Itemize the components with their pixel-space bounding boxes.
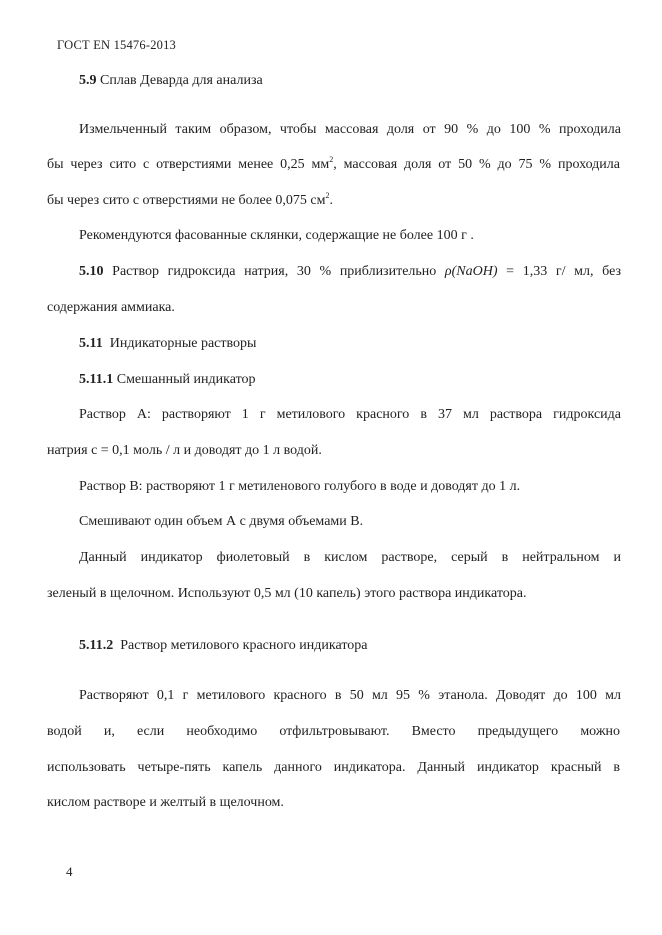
paragraph-line: бы через сито с отверстиями менее 0,25 $мм^2$, массовая доля от 50 % до 75 % проходила [47, 155, 620, 172]
paragraph-line: натрия с = 0,1 моль / л и доводят до 1 л водой. [47, 443, 322, 458]
document-header: ГОСТ EN 15476-2013 [57, 38, 176, 52]
formula: ρ(NaOH) [444, 264, 498, 279]
section-title: Сплав Деварда для анализа [100, 73, 263, 88]
paragraph-line: водой и, если необходимо отфильтровывают. Вместо предыдущего можно [47, 724, 620, 739]
paragraph-line: Данный индикатор фиолетовый в кислом растворе, серый в нейтральном и [79, 550, 621, 565]
paragraph-solution-b: Раствор В: растворяют 1 г метиленового голубого в воде и доводят до 1 л. [79, 479, 521, 494]
paragraph-line: кислом растворе и желтый в щелочном. [47, 795, 284, 810]
section-title: Смешанный индикатор [116, 372, 256, 387]
section-title: Индикаторные растворы [109, 336, 257, 351]
section-5-11-heading [79, 336, 256, 352]
page-number: 4 [66, 864, 73, 879]
section-5-11-1-heading [79, 372, 256, 388]
paragraph-line: Растворяют 0,1 г метилового красного в 50 мл 95 % этанола. Доводят до 100 мл [79, 688, 621, 703]
section-5-11-2-heading [79, 638, 367, 654]
paragraph-line: Измельченный таким образом, чтобы массовая доля от 90 % до 100 % проходила [79, 122, 621, 137]
section-number: 5.11.1 [79, 372, 114, 387]
paragraph-recommendation: Рекомендуются фасованные склянки, содержащие не более 100 г . [79, 228, 474, 243]
section-number: 5.10 [79, 264, 104, 279]
section-number: 5.9 [79, 73, 97, 88]
paragraph-mix: Смешивают один объем А с двумя объемами В. [79, 514, 364, 529]
paragraph-line: использовать четыре-пять капель данного индикатора. Данный индикатор красный в [47, 760, 620, 775]
section-5-10-line: 5.10 Раствор гидроксида натрия, 30 % приблизительно ρ(NaOH) = 1,33 г/ мл, без [79, 264, 621, 279]
paragraph-line: зеленый в щелочном. Используют 0,5 мл (10 капель) этого раствора индикатора. [47, 586, 527, 601]
section-number: 5.11 [79, 336, 103, 351]
paragraph-line: бы через сито с отверстиями не более 0,075 $см^2$. [47, 191, 333, 208]
section-title: Раствор метилового красного индикатора [120, 638, 368, 653]
section-5-9-heading [79, 73, 263, 89]
paragraph-line: Раствор А: растворяют 1 г метилового красного в 37 мл раствора гидроксида [79, 407, 621, 422]
section-number: 5.11.2 [79, 638, 114, 653]
paragraph-line: содержания аммиака. [47, 300, 175, 315]
